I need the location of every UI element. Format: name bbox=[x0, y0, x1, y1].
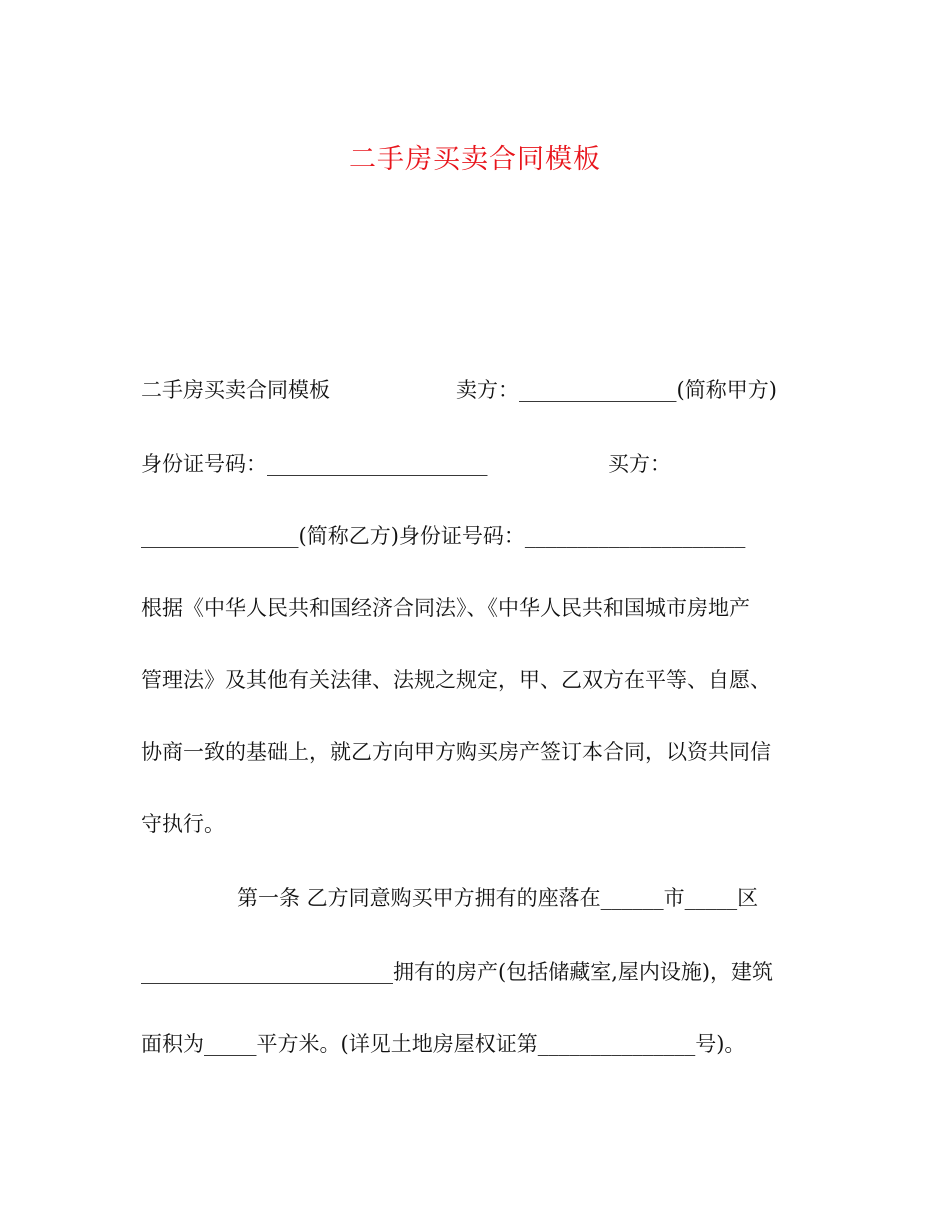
buyer-label: 买方： bbox=[608, 452, 671, 476]
paragraph-line-4: 根据《中华人民共和国经济合同法》、《中华人民共和国城市房地产 bbox=[141, 596, 750, 620]
seller-id-field: 身份证号码：_____________________ bbox=[141, 452, 488, 476]
contract-heading-text: 二手房买卖合同模板 bbox=[141, 378, 330, 402]
paragraph-line-6: 协商一致的基础上，就乙方向甲方购买房产签订本合同，以资共同信 bbox=[141, 740, 771, 764]
seller-field: 卖方：_______________(简称甲方) bbox=[456, 378, 777, 402]
paragraph-line-2 bbox=[141, 446, 821, 482]
article-one-line-1: 第一条 乙方同意购买甲方拥有的座落在______市_____区 bbox=[237, 886, 759, 910]
paragraph-line-3: _______________(简称乙方)身份证号码：_____________________ bbox=[141, 524, 746, 548]
document-title: 二手房买卖合同模板 bbox=[349, 144, 601, 175]
paragraph-line-7: 守执行。 bbox=[141, 812, 225, 836]
paragraph-line-5: 管理法》及其他有关法律、法规之规定，甲、乙双方在平等、自愿、 bbox=[141, 668, 771, 692]
paragraph-line-1 bbox=[141, 372, 821, 408]
article-one-line-2: ________________________拥有的房产(包括储藏室,屋内设施)，建筑 bbox=[141, 960, 774, 984]
article-one-line-3: 面积为_____平方米。(详见土地房屋权证第_______________号)。 bbox=[141, 1032, 746, 1056]
